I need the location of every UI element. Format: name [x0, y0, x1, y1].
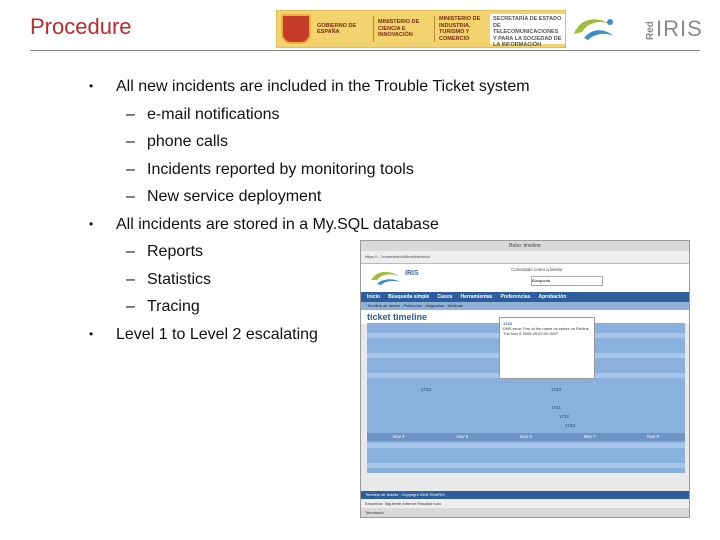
sub-bullet-item: – New service deployment: [126, 188, 322, 205]
sub-nav: Timeline de tickets - Peticiones · Asignados · Medidas: [361, 302, 689, 310]
rediris-mini-logo-icon: [369, 268, 403, 286]
browser-url-bar: https://...?comment=tt&timeline/inicio: [361, 251, 689, 264]
timeline-screenshot: [360, 240, 690, 518]
sub-bullet-item: – e-mail notifications: [126, 105, 280, 123]
bullet-item: • All new incidents are included in the Trouble Ticket system: [92, 73, 530, 101]
timeline-day-axis: [367, 433, 685, 441]
rediris-iris-text: IRIS: [656, 16, 703, 41]
day-label: Nov 4: [392, 434, 405, 439]
spain-coat-of-arms-icon: [281, 14, 311, 44]
find-bar[interactable]: Encontrar: Siguiente Anterior Resaltar todo: [361, 499, 690, 508]
title-rule: [30, 50, 700, 51]
sub-bullet-item: – phone calls: [126, 133, 228, 150]
nav-item[interactable]: Preferencias: [500, 294, 531, 300]
rediris-swirl-icon: [570, 14, 618, 44]
rediris-logo: [568, 10, 704, 48]
bullet-item: • All incidents are stored in a My.SQL database: [92, 211, 530, 239]
timeline-event[interactable]: 1724: [565, 423, 576, 428]
government-logos: [276, 10, 566, 48]
logo-separator: [373, 16, 374, 42]
timeline-event[interactable]: 1723: [551, 387, 562, 392]
logo-separator: [434, 16, 435, 42]
sub-bullet-item: – Incidents reported by monitoring tools: [126, 160, 414, 178]
bullet-item: • Level 1 to Level 2 escalating: [92, 321, 530, 349]
nav-item[interactable]: Herramientas: [460, 294, 493, 300]
browser-status-bar: Terminado: [361, 508, 690, 517]
timeline-event[interactable]: 1723: [421, 387, 432, 392]
popup-id: 1723: [503, 321, 512, 326]
app-header: [361, 264, 689, 292]
timeline-event[interactable]: 1722: [559, 414, 570, 419]
logo-secretaria: SECRETARÍA DE ESTADO DE TELECOMUNICACIONES Y PARA LA SOCIEDAD DE LA INFORMACIÓN: [490, 14, 565, 44]
day-label: Nov 8: [647, 434, 660, 439]
timeline-band: [367, 443, 685, 448]
popup-date: Thu Nov 6 2008 09:02:00 GMT: [503, 331, 559, 336]
nav-item[interactable]: Búsqueda simple: [388, 294, 430, 300]
sub-bullet-item: – Statistics: [126, 270, 212, 288]
logo-gobierno: GOBIERNO DE ESPAÑA: [317, 22, 357, 35]
timeline-band: [367, 463, 685, 468]
app-logo-text: IRIS: [405, 270, 419, 277]
user-info: Conectado como a.benito: [511, 267, 563, 272]
day-label: Nov 7: [583, 434, 596, 439]
search-input[interactable]: Búsqueda: [531, 276, 603, 286]
nav-item[interactable]: Casos: [437, 294, 453, 300]
sub-bullet-item: – Reports: [126, 243, 204, 260]
logo-ministerio-ciencia: MINISTERIO DE CIENCIA E INNOVACIÓN: [378, 19, 420, 39]
browser-titlebar: Bebo: timeline: [361, 241, 689, 251]
app-footer: Timeline de tickets · Copyright 2008 RedIRIS: [361, 491, 690, 499]
rediris-red-text: Red: [645, 21, 656, 40]
event-popup: [499, 317, 595, 379]
slide-title: Procedure: [30, 14, 132, 39]
nav-item[interactable]: Aprobación: [538, 294, 567, 300]
app-nav: [361, 292, 689, 302]
sub-bullet-item: – Tracing: [126, 298, 200, 315]
timeline-heading: ticket timeline: [361, 310, 689, 324]
day-label: Nov 5: [456, 434, 469, 439]
popup-text: DNS error: Pos of the name os sedes on Rediris: [503, 326, 589, 331]
day-label: Nov 6: [520, 434, 532, 439]
logo-ministerio-industria: MINISTERIO DE INDUSTRIA, TURISMO Y COMERCIO: [439, 16, 481, 42]
nav-item[interactable]: Inicio: [367, 294, 381, 300]
timeline-event[interactable]: 1721: [551, 405, 562, 410]
